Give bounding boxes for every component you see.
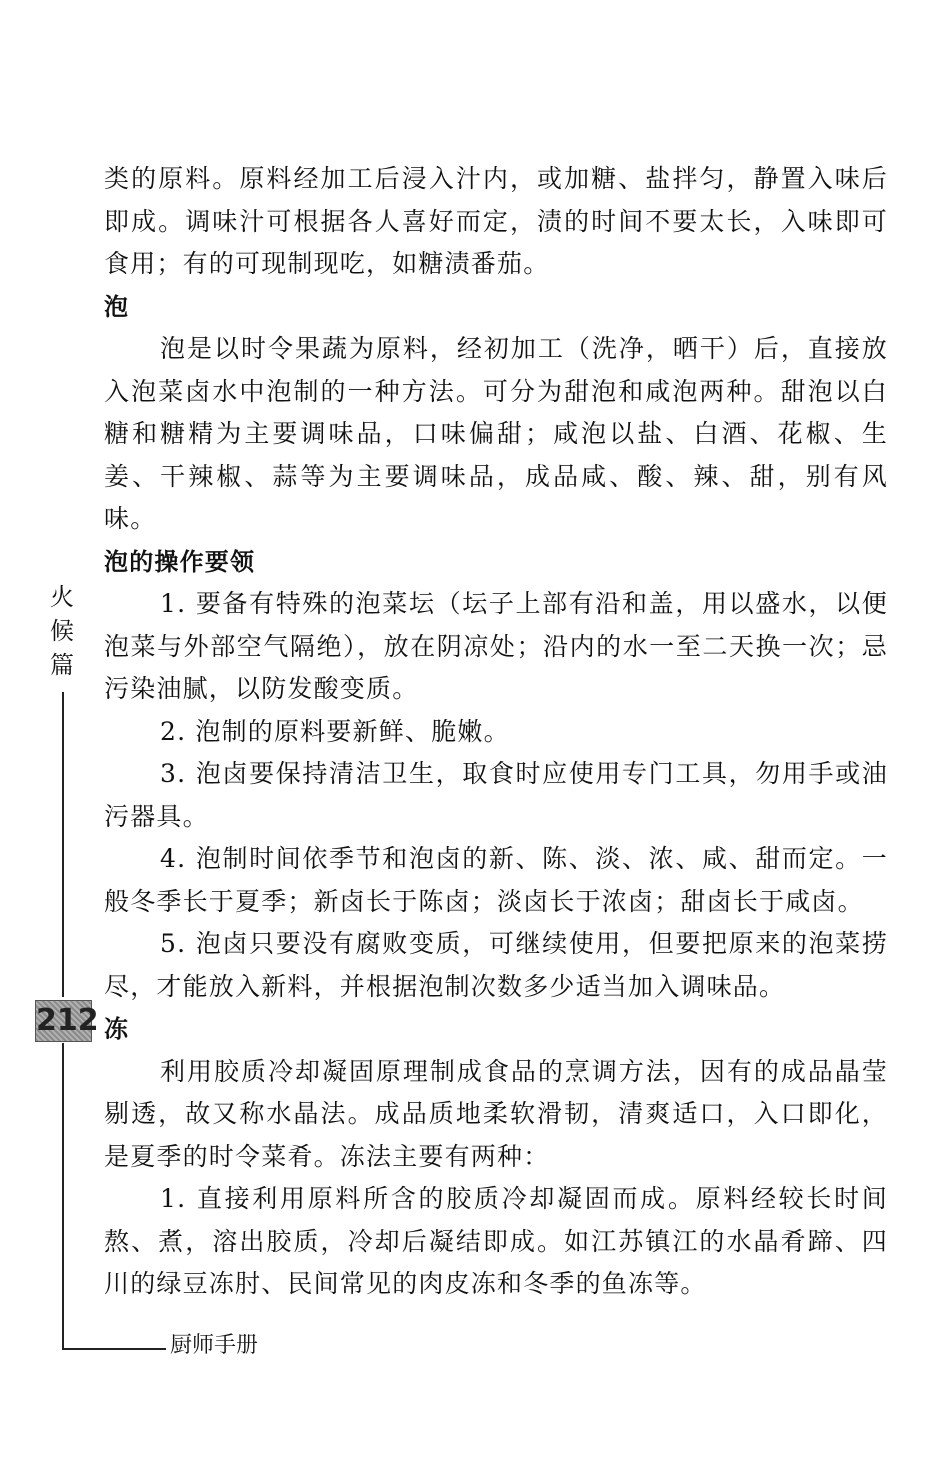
- section-heading-pao-ops: 泡的操作要领: [104, 547, 256, 576]
- paragraph-dong-intro: 利用胶质冷却凝固原理制成食品的烹调方法，因有的成品晶莹剔透，故又称水晶法。成品质地柔软滑韧，清爽适口，入口即化，是夏季的时令菜肴。冻法主要有两种：: [104, 1056, 888, 1171]
- pao-point-5: 5. 泡卤只要没有腐败变质，可继续使用，但要把原来的泡菜捞尽，才能放入新料，并根据泡制次数多少适当加入调味品。: [104, 929, 888, 1001]
- page-number: 212: [36, 1003, 99, 1038]
- pao-point-4: 4. 泡制时间依季节和泡卤的新、陈、淡、浓、咸、甜而定。一般冬季长于夏季；新卤长于陈卤；淡卤长于浓卤；甜卤长于咸卤。: [104, 844, 888, 916]
- page-number-badge: [35, 1000, 99, 1042]
- footer-book-title: 厨师手册: [170, 1333, 259, 1358]
- footer-rule: [62, 1348, 166, 1350]
- body-text: [104, 158, 888, 1306]
- margin-rule-upper: [62, 692, 64, 997]
- paragraph-pao-intro: 泡是以时令果蔬为原料，经初加工（洗净，晒干）后，直接放入泡菜卤水中泡制的一种方法。可分为甜泡和咸泡两种。甜泡以白糖和糖精为主要调味品，口味偏甜；咸泡以盐、白酒、花椒、生姜、干辣椒、蒜等为主要调味品，成品咸、酸、辣、甜，别有风味。: [104, 334, 888, 533]
- paragraph-continuation: 类的原料。原料经加工后浸入汁内，或加糖、盐拌匀，静置入味后即成。调味汁可根据各人喜好而定，渍的时间不要太长，入味即可食用；有的可现制现吃，如糖渍番茄。: [104, 164, 888, 278]
- side-label-char: 火: [50, 583, 74, 611]
- section-heading-pao: 泡: [104, 292, 130, 321]
- pao-point-2: 2. 泡制的原料要新鲜、脆嫩。: [160, 716, 510, 746]
- side-label-char: 篇: [50, 651, 74, 679]
- dong-point-1: 1. 直接利用原料所含的胶质冷却凝固而成。原料经较长时间熬、煮，溶出胶质，冷却后凝结即成。如江苏镇江的水晶肴蹄、四川的绿豆冻肘、民间常见的肉皮冻和冬季的鱼冻等。: [104, 1184, 888, 1298]
- section-heading-dong: 冻: [104, 1015, 130, 1043]
- chapter-side-label: [50, 580, 74, 682]
- pao-point-1: 1. 要备有特殊的泡菜坛（坛子上部有沿和盖，用以盛水，以便泡菜与外部空气隔绝），放在阴凉处；沿内的水一至二天换一次；忌污染油腻，以防发酸变质。: [104, 589, 888, 703]
- margin-rule-lower: [62, 1043, 64, 1349]
- pao-point-3: 3. 泡卤要保持清洁卫生，取食时应使用专门工具，勿用手或油污器具。: [104, 759, 888, 831]
- side-label-char: 候: [50, 617, 74, 645]
